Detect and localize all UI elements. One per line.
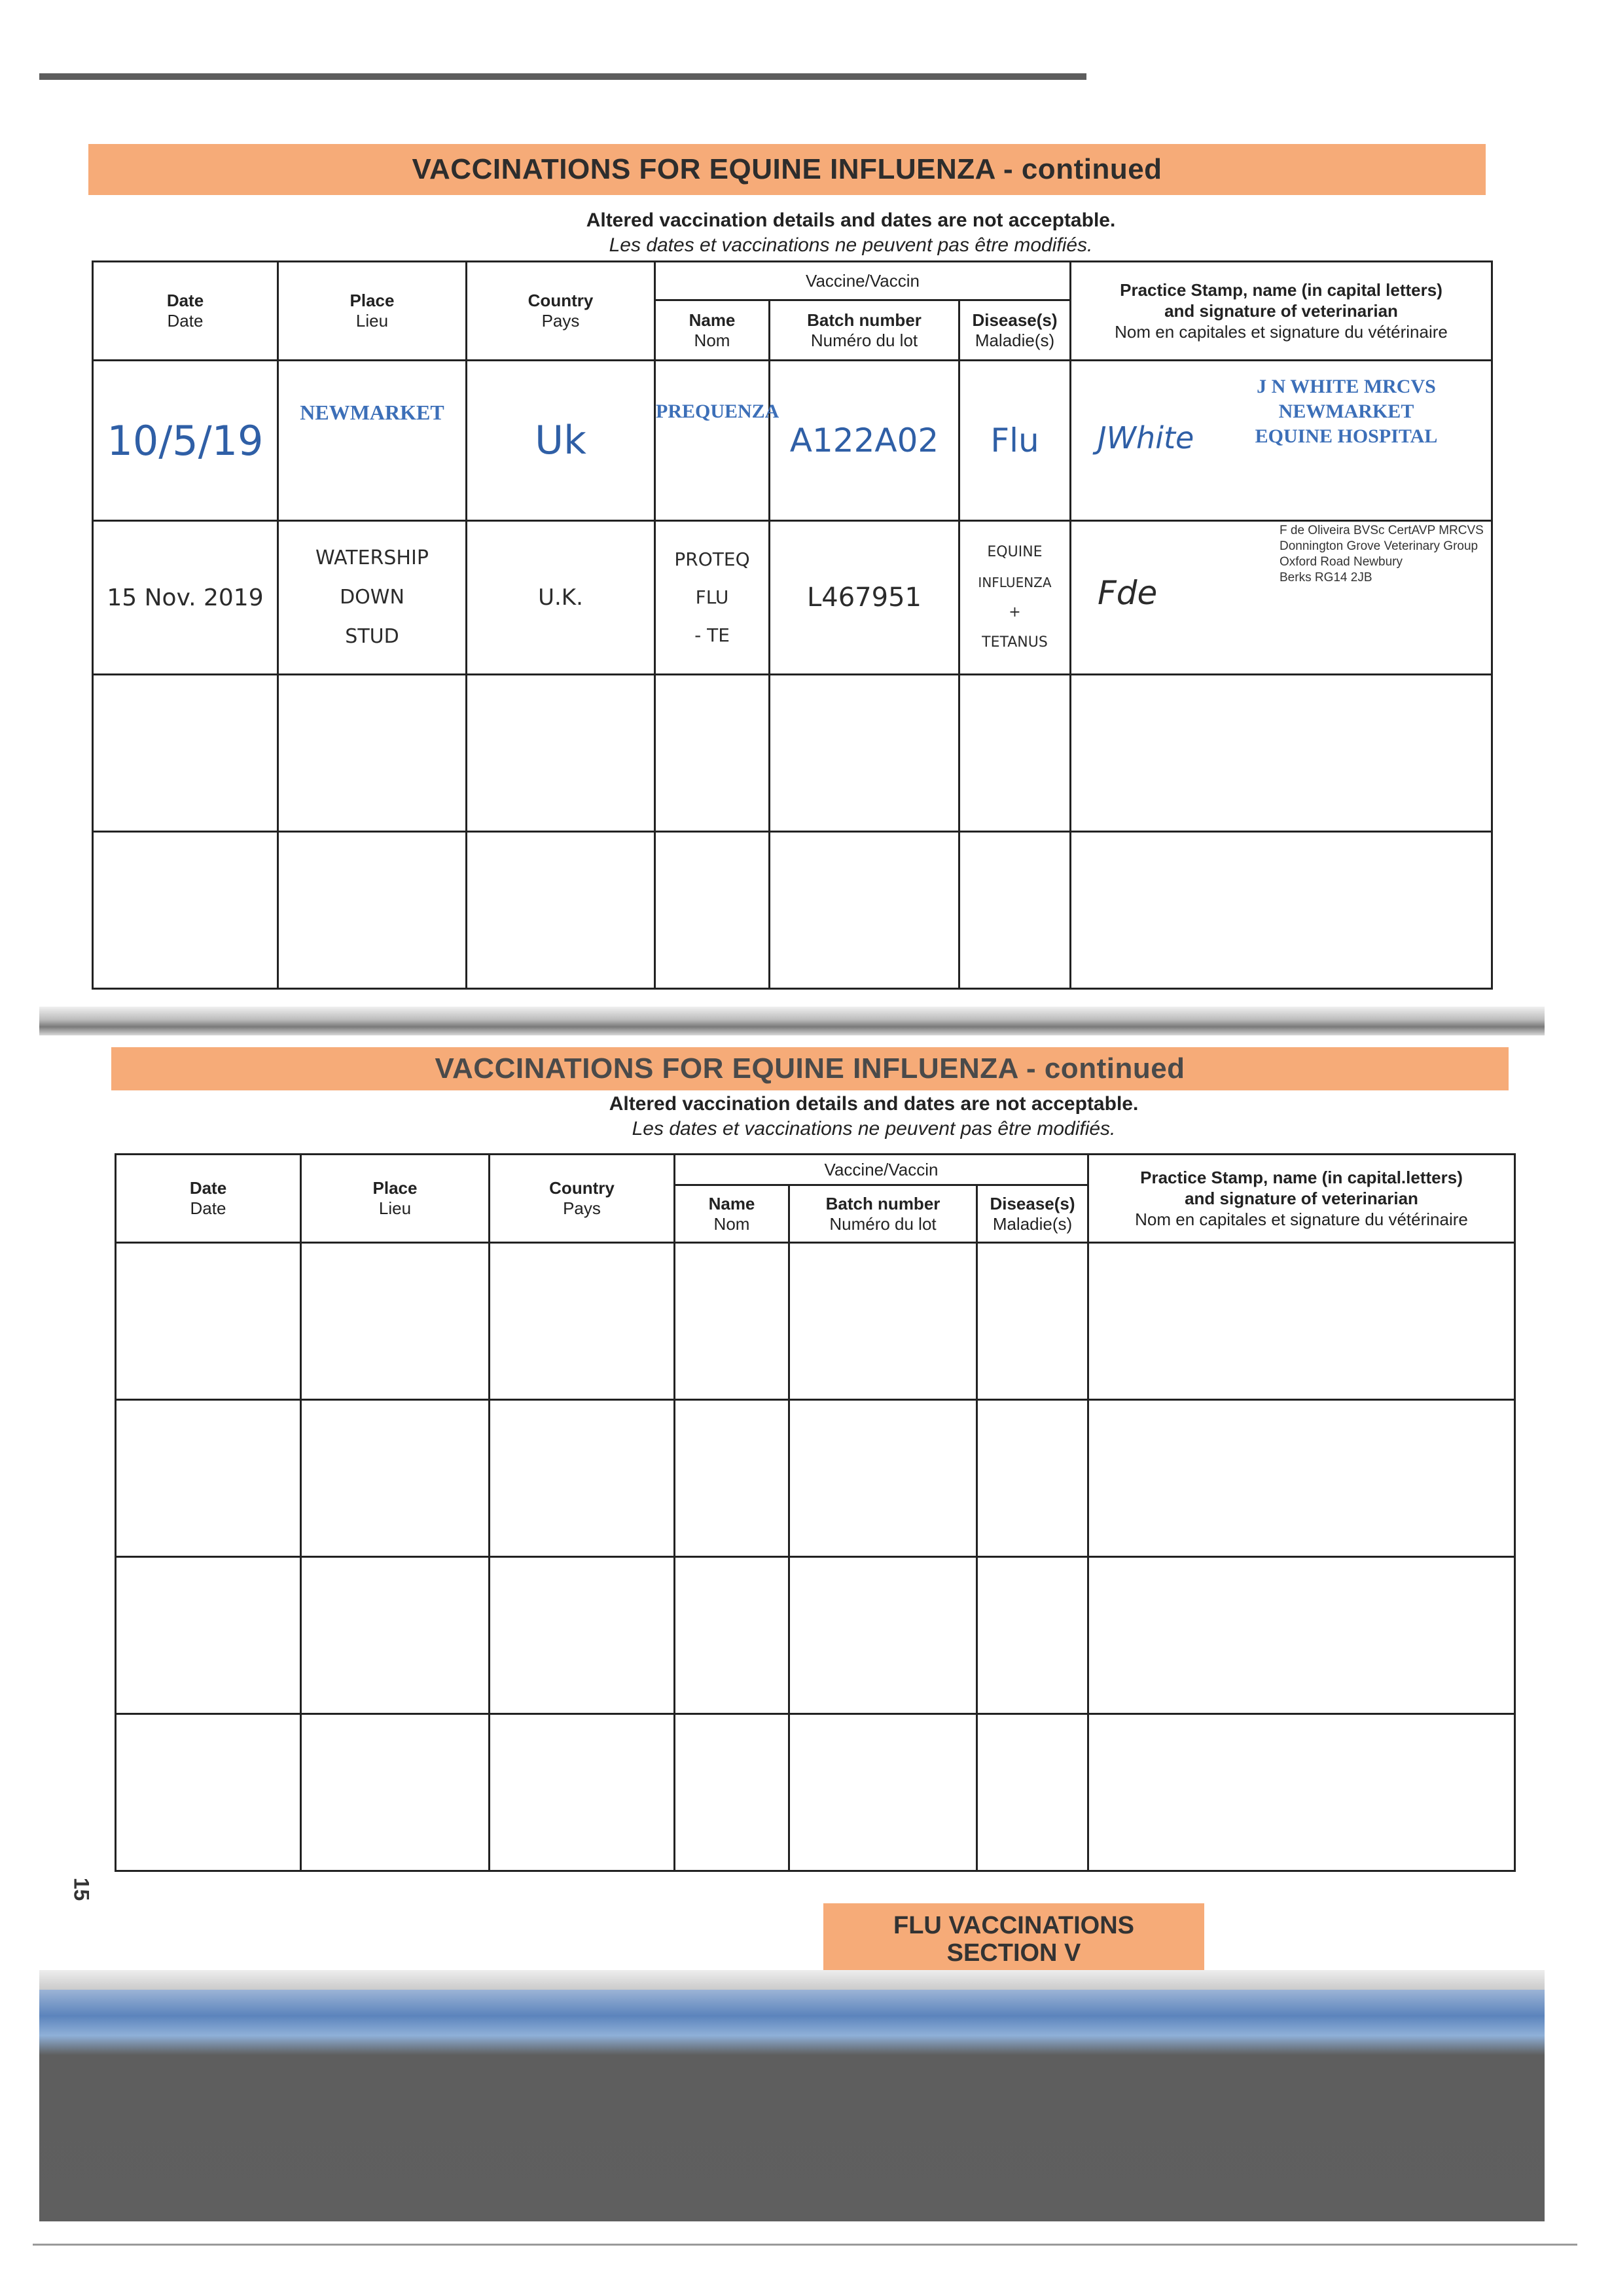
section-tab — [823, 1903, 1204, 1975]
banner-title: VACCINATIONS FOR EQUINE INFLUENZA - continued — [435, 1052, 1185, 1085]
scan-bottom-rule — [33, 2244, 1577, 2246]
header-place: Place Lieu — [278, 262, 467, 361]
section-tab-line1: FLU VACCINATIONS — [893, 1912, 1134, 1939]
header-batch-number: Batch number Numéro du lot — [789, 1185, 977, 1243]
notice-french: Les dates et vaccinations ne peuvent pas être modifiés. — [609, 234, 1093, 256]
veterinarian-signature: JWhite — [1098, 420, 1194, 456]
vaccination-table-bottom — [115, 1153, 1516, 1872]
header-date: Date Date — [93, 262, 278, 361]
banner-title: VACCINATIONS FOR EQUINE INFLUENZA - continued — [412, 153, 1162, 185]
entry-date: 10/5/19 — [93, 361, 278, 521]
practice-stamp: J N WHITE MRCVS NEWMARKET EQUINE HOSPITAL — [1255, 376, 1438, 447]
entry-disease: Flu — [959, 361, 1071, 521]
table-row — [93, 521, 1492, 675]
table-row — [116, 1400, 1515, 1557]
header-country: Country Pays — [490, 1155, 675, 1243]
entry-place: WATERSHIP DOWN STUD — [278, 521, 467, 675]
entry-disease: EQUINE INFLUENZA + TETANUS — [959, 521, 1071, 675]
entry-practice-stamp — [1071, 521, 1492, 675]
page-number: 15 — [69, 1877, 94, 1901]
header-disease: Disease(s) Maladie(s) — [959, 300, 1071, 361]
header-country: Country Pays — [467, 262, 655, 361]
header-vaccine-name: Name Nom — [655, 300, 770, 361]
table-row — [116, 1243, 1515, 1400]
section-tab-line2: SECTION V — [946, 1939, 1081, 1967]
header-place: Place Lieu — [301, 1155, 490, 1243]
section-banner — [111, 1047, 1509, 1090]
veterinarian-signature: Fde — [1098, 574, 1158, 612]
entry-country: Uk — [467, 361, 655, 521]
notice — [416, 1092, 1332, 1141]
table-row — [93, 675, 1492, 832]
header-vaccine: Vaccine/Vaccin — [675, 1155, 1088, 1185]
notice-english: Altered vaccination details and dates are not acceptable. — [609, 1093, 1139, 1115]
notice-english: Altered vaccination details and dates are not acceptable. — [586, 209, 1116, 231]
notice — [393, 208, 1309, 258]
scan-top-rule — [39, 73, 1086, 80]
header-disease: Disease(s) Maladie(s) — [977, 1185, 1088, 1243]
entry-date: 15 Nov. 2019 — [93, 521, 278, 675]
book-cover — [39, 1990, 1545, 2221]
header-date: Date Date — [116, 1155, 301, 1243]
header-batch-number: Batch number Numéro du lot — [770, 300, 959, 361]
entry-practice-stamp — [1071, 361, 1492, 521]
practice-stamp: F de Oliveira BVSc CertAVP MRCVS Donnington Grove Veterinary Group Oxford Road Newbury Berks RG14 2JB — [1280, 524, 1484, 584]
section-banner — [88, 144, 1486, 195]
entry-batch-number: A122A02 — [770, 361, 959, 521]
header-practice-stamp: Practice Stamp, name (in capital.letters) and signature of veterinarian Nom en capitales et signature du vétérinaire — [1088, 1155, 1515, 1243]
header-practice-stamp: Practice Stamp, name (in capital letters) and signature of veterinarian Nom en capitales et signature du vétérinaire — [1071, 262, 1492, 361]
table-row — [116, 1714, 1515, 1871]
entry-country: U.K. — [467, 521, 655, 675]
vaccination-table-top — [92, 260, 1493, 990]
entry-vaccine-name: PREQUENZA — [655, 361, 770, 521]
table-row — [93, 361, 1492, 521]
entry-batch-number: L467951 — [770, 521, 959, 675]
table-row — [93, 832, 1492, 989]
entry-vaccine-name: PROTEQ FLU - TE — [655, 521, 770, 675]
header-vaccine: Vaccine/Vaccin — [655, 262, 1071, 300]
page-fold — [39, 1007, 1545, 1035]
table-row — [116, 1557, 1515, 1714]
header-vaccine-name: Name Nom — [675, 1185, 789, 1243]
entry-place: NEWMARKET — [278, 361, 467, 521]
notice-french: Les dates et vaccinations ne peuvent pas être modifiés. — [632, 1118, 1116, 1139]
